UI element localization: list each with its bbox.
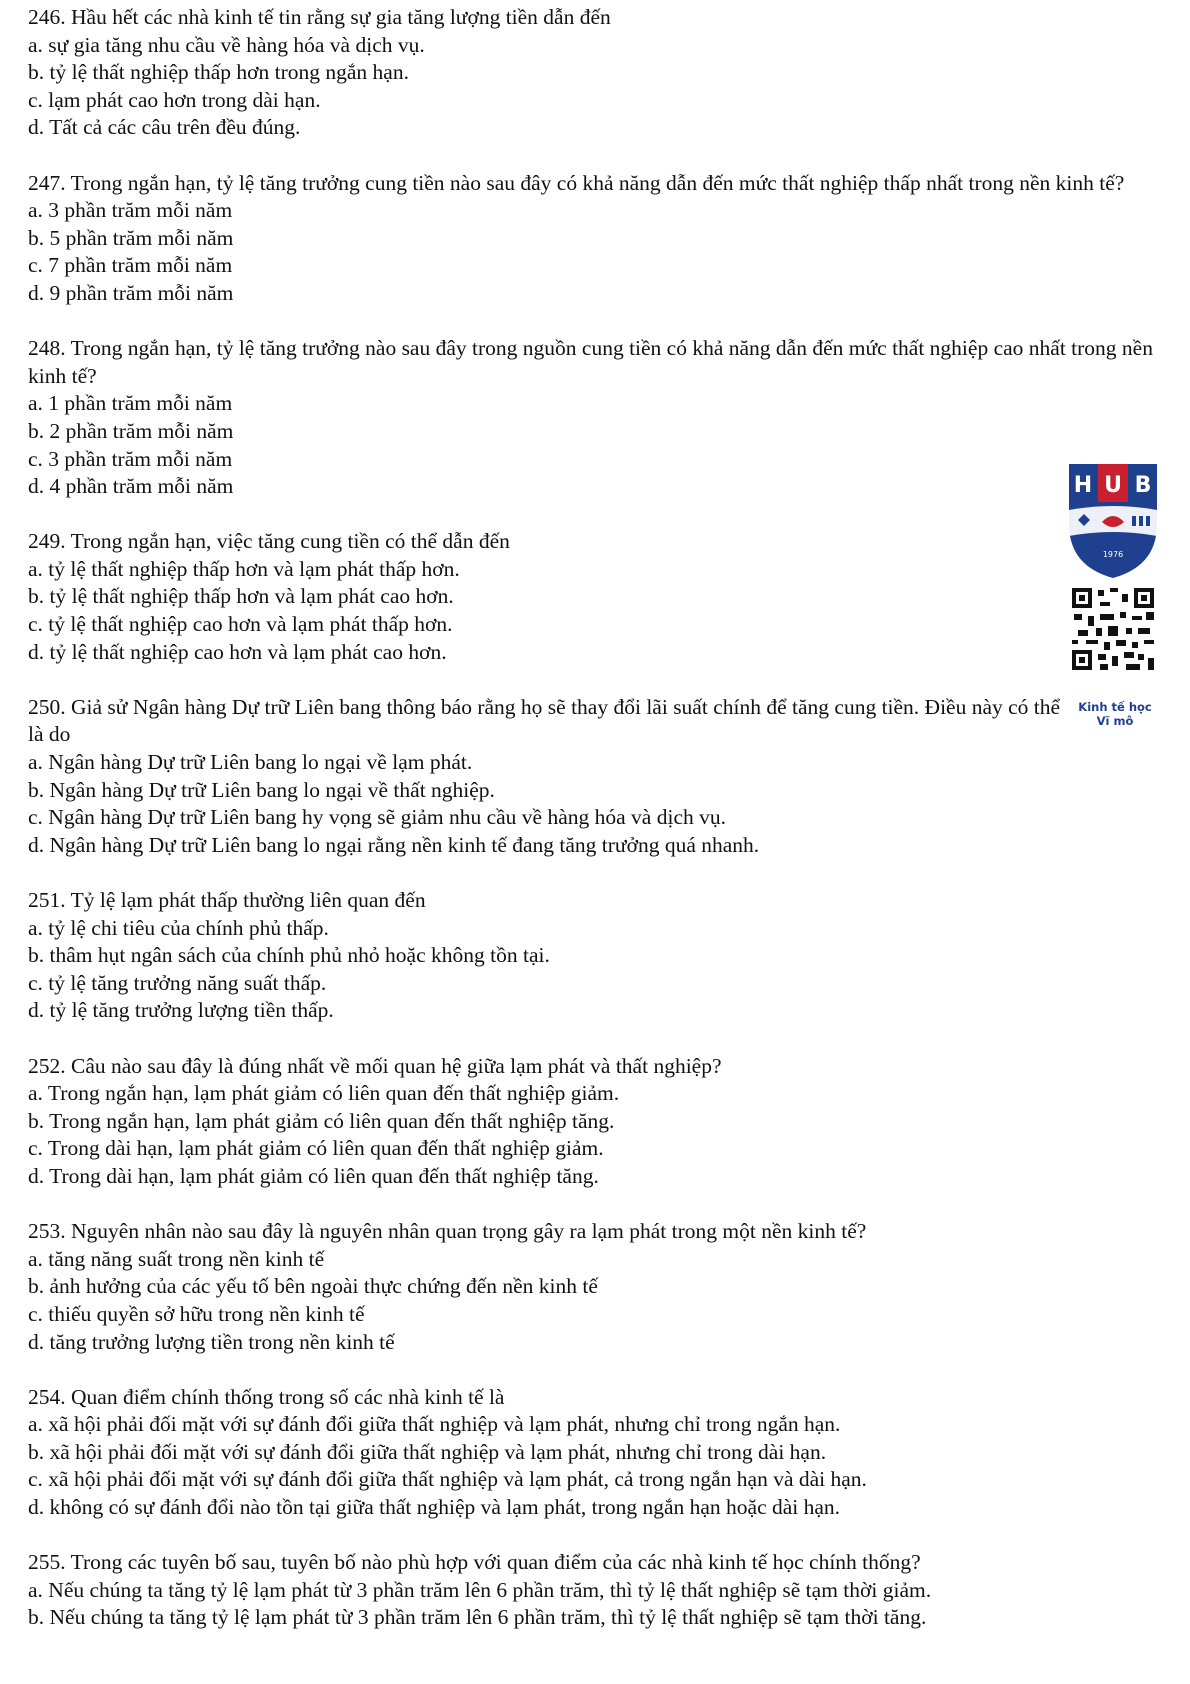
answer-option: b. thâm hụt ngân sách của chính phủ nhỏ hoặc không tồn tại. — [28, 943, 550, 968]
answer-option: c. thiếu quyền sở hữu trong nền kinh tế — [28, 1301, 365, 1326]
answer-option: b. tỷ lệ thất nghiệp thấp hơn và lạm phát cao hơn. — [28, 584, 454, 609]
logo-caption — [1060, 700, 1170, 728]
answer-option: b. xã hội phải đối mặt với sự đánh đổi giữa thất nghiệp và lạm phát, nhưng chỉ trong dài hạn. — [28, 1439, 827, 1464]
answer-option: c. tỷ lệ tăng trưởng năng suất thấp. — [28, 970, 327, 995]
answer-option: d. Tất cả các câu trên đều đúng. — [28, 115, 301, 140]
logo-caption-line1: Kinh tế học — [1078, 700, 1152, 714]
question-block — [28, 4, 1168, 142]
answer-option: d. Trong dài hạn, lạm phát giảm có liên quan đến thất nghiệp tăng. — [28, 1163, 599, 1188]
question-block — [28, 1549, 1168, 1632]
document-body — [28, 4, 1168, 1660]
question-text: 248. Trong ngắn hạn, tỷ lệ tăng trưởng nào sau đây trong nguồn cung tiền có khả năng dẫn đến mức thất nghiệp cao nhất trong nền kinh tế? — [28, 336, 1153, 388]
question-block — [28, 528, 1168, 666]
answer-option: d. tỷ lệ thất nghiệp cao hơn và lạm phát cao hơn. — [28, 639, 447, 664]
question-text: 252. Câu nào sau đây là đúng nhất về mối quan hệ giữa lạm phát và thất nghiệp? — [28, 1053, 722, 1078]
logo-letter-u: U — [1104, 473, 1122, 498]
answer-option: d. 9 phần trăm mỗi năm — [28, 280, 234, 305]
question-block — [28, 1053, 1168, 1191]
answer-option: b. 2 phần trăm mỗi năm — [28, 418, 234, 443]
question-text: 255. Trong các tuyên bố sau, tuyên bố nào phù hợp với quan điểm của các nhà kinh tế học chính thống? — [28, 1550, 921, 1575]
hub-shield-and-qr — [1068, 462, 1158, 702]
answer-option: b. ảnh hưởng của các yếu tố bên ngoài thực chứng đến nền kinh tế — [28, 1274, 598, 1299]
question-block — [28, 170, 1168, 308]
logo-letter-h: H — [1073, 473, 1093, 498]
question-text: 251. Tỷ lệ lạm phát thấp thường liên quan đến — [28, 888, 426, 912]
answer-option: b. Trong ngắn hạn, lạm phát giảm có liên quan đến thất nghiệp tăng. — [28, 1108, 615, 1133]
answer-option: b. Ngân hàng Dự trữ Liên bang lo ngại về thất nghiệp. — [28, 777, 495, 802]
answer-option: c. tỷ lệ thất nghiệp cao hơn và lạm phát thấp hơn. — [28, 612, 453, 637]
question-block — [28, 694, 1168, 860]
answer-option: c. 7 phần trăm mỗi năm — [28, 253, 233, 278]
logo-year: 1976 — [1102, 550, 1124, 559]
hub-logo — [1068, 462, 1158, 728]
question-text: 247. Trong ngắn hạn, tỷ lệ tăng trưởng cung tiền nào sau đây có khả năng dẫn đến mức thất nghiệp thấp nhất trong nền kinh tế? — [28, 170, 1125, 195]
answer-option: a. Ngân hàng Dự trữ Liên bang lo ngại về lạm phát. — [28, 750, 473, 775]
answer-option: c. lạm phát cao hơn trong dài hạn. — [28, 87, 321, 112]
answer-option: a. tỷ lệ thất nghiệp thấp hơn và lạm phát thấp hơn. — [28, 556, 460, 581]
logo-caption-line2: Vĩ mô — [1096, 714, 1134, 728]
answer-option: b. 5 phần trăm mỗi năm — [28, 225, 234, 250]
answer-option: b. Nếu chúng ta tăng tỷ lệ lạm phát từ 3 phần trăm lên 6 phần trăm, thì tỷ lệ thất nghiệp sẽ tạm thời tăng. — [28, 1605, 927, 1630]
answer-option: d. tăng trưởng lượng tiền trong nền kinh tế — [28, 1329, 395, 1354]
question-text: 253. Nguyên nhân nào sau đây là nguyên nhân quan trọng gây ra lạm phát trong một nền kinh tế? — [28, 1219, 867, 1244]
question-text: 250. Giả sử Ngân hàng Dự trữ Liên bang thông báo rằng họ sẽ thay đổi lãi suất chính để tăng cung tiền. Điều này có thể là do — [28, 694, 1061, 747]
question-text: 249. Trong ngắn hạn, việc tăng cung tiền có thể dẫn đến — [28, 529, 510, 554]
answer-option: a. tăng năng suất trong nền kinh tế — [28, 1246, 325, 1271]
question-text: 246. Hầu hết các nhà kinh tế tin rằng sự gia tăng lượng tiền dẫn đến — [28, 5, 611, 29]
answer-option: d. không có sự đánh đổi nào tồn tại giữa thất nghiệp và lạm phát, trong ngắn hạn hoặc dài hạn. — [28, 1495, 841, 1520]
answer-option: a. tỷ lệ chi tiêu của chính phủ thấp. — [28, 915, 329, 940]
answer-option: d. Ngân hàng Dự trữ Liên bang lo ngại rằng nền kinh tế đang tăng trưởng quá nhanh. — [28, 832, 760, 857]
logo-letter-b: B — [1134, 473, 1152, 498]
question-text: 254. Quan điểm chính thống trong số các nhà kinh tế là — [28, 1384, 505, 1409]
question-block — [28, 335, 1168, 501]
answer-option: c. xã hội phải đối mặt với sự đánh đổi giữa thất nghiệp và lạm phát, cả trong ngắn hạn và dài hạn. — [28, 1467, 867, 1492]
answer-option: a. sự gia tăng nhu cầu về hàng hóa và dịch vụ. — [28, 32, 425, 57]
answer-option: a. xã hội phải đối mặt với sự đánh đổi giữa thất nghiệp và lạm phát, nhưng chỉ trong ngắn hạn. — [28, 1412, 841, 1437]
answer-option: c. Ngân hàng Dự trữ Liên bang hy vọng sẽ giảm nhu cầu về hàng hóa và dịch vụ. — [28, 805, 726, 830]
answer-option: b. tỷ lệ thất nghiệp thấp hơn trong ngắn hạn. — [28, 60, 409, 85]
question-block — [28, 887, 1168, 1025]
question-block — [28, 1218, 1168, 1356]
answer-option: c. Trong dài hạn, lạm phát giảm có liên quan đến thất nghiệp giảm. — [28, 1136, 604, 1161]
answer-option: a. 1 phần trăm mỗi năm — [28, 391, 233, 416]
answer-option: a. 3 phần trăm mỗi năm — [28, 198, 233, 223]
answer-option: a. Nếu chúng ta tăng tỷ lệ lạm phát từ 3 phần trăm lên 6 phần trăm, thì tỷ lệ thất nghiệp sẽ tạm thời giảm. — [28, 1577, 932, 1602]
answer-option: d. tỷ lệ tăng trưởng lượng tiền thấp. — [28, 998, 334, 1023]
answer-option: d. 4 phần trăm mỗi năm — [28, 474, 234, 499]
answer-option: a. Trong ngắn hạn, lạm phát giảm có liên quan đến thất nghiệp giảm. — [28, 1081, 620, 1106]
answer-option: c. 3 phần trăm mỗi năm — [28, 446, 233, 471]
qr-code-icon — [1072, 588, 1154, 670]
question-block — [28, 1384, 1168, 1522]
